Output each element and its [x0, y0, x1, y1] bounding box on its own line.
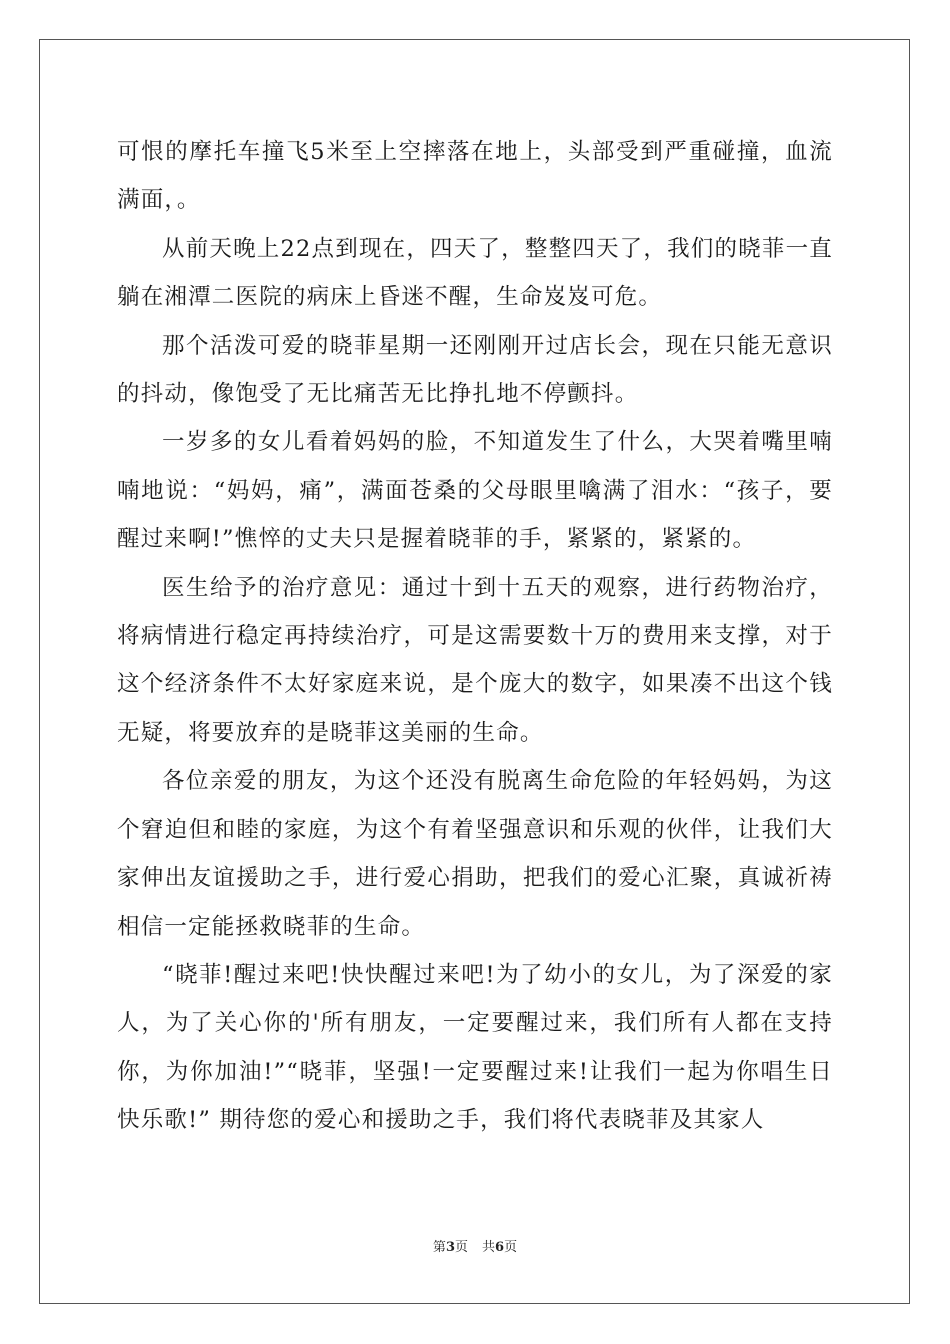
page-number: 第3页: [432, 1240, 468, 1255]
page-footer: [0, 1236, 950, 1255]
paragraph-3: 那个活泼可爱的晓菲星期一还刚刚开过店长会，现在只能无意识的抖动，像饱受了无比痛苦无比挣扎地不停颤抖。: [117, 332, 833, 408]
page-total: 共6页: [482, 1240, 518, 1255]
paragraph-1: 可恨的摩托车撞飞5米至上空摔落在地上，头部受到严重碰撞，血流满面，。: [117, 139, 833, 214]
paragraph-4: 一岁多的女儿看着妈妈的脸，不知道发生了什么，大哭着嘴里喃喃地说：“妈妈，痛”，满面苍桑的父母眼里噙满了泪水：“孩子，要醒过来啊!”憔悴的丈夫只是握着晓菲的手，紧紧的，紧紧的。: [117, 429, 833, 553]
paragraph-5: 医生给予的治疗意见：通过十到十五天的观察，进行药物治疗，将病情进行稳定再持续治疗，可是这需要数十万的费用来支撑，对于这个经济条件不太好家庭来说，是个庞大的数字，如果凑不出这个钱无疑，将要放弃的是晓菲这美丽的生命。: [117, 574, 833, 746]
paragraph-2: 从前天晚上22点到现在，四天了，整整四天了，我们的晓菲一直躺在湘潭二医院的病床上昏迷不醒，生命岌岌可危。: [117, 235, 833, 311]
paragraph-6: 各位亲爱的朋友，为这个还没有脱离生命危险的年轻妈妈，为这个窘迫但和睦的家庭，为这个有着坚强意识和乐观的伙伴，让我们大家伸出友谊援助之手，进行爱心捐助，把我们的爱心汇聚，真诚祈祷相信一定能拯救晓菲的生命。: [117, 768, 833, 940]
paragraph-7: “晓菲!醒过来吧!快快醒过来吧!为了幼小的女儿，为了深爱的家人，为了关心你的'所有朋友，一定要醒过来，我们所有人都在支持你，为你加油!”“晓菲，坚强!一定要醒过来!让我们一起为你唱生日快乐歌!” 期待您的爱心和援助之手，我们将代表晓菲及其家人: [117, 961, 833, 1134]
document-body: [117, 128, 833, 1145]
